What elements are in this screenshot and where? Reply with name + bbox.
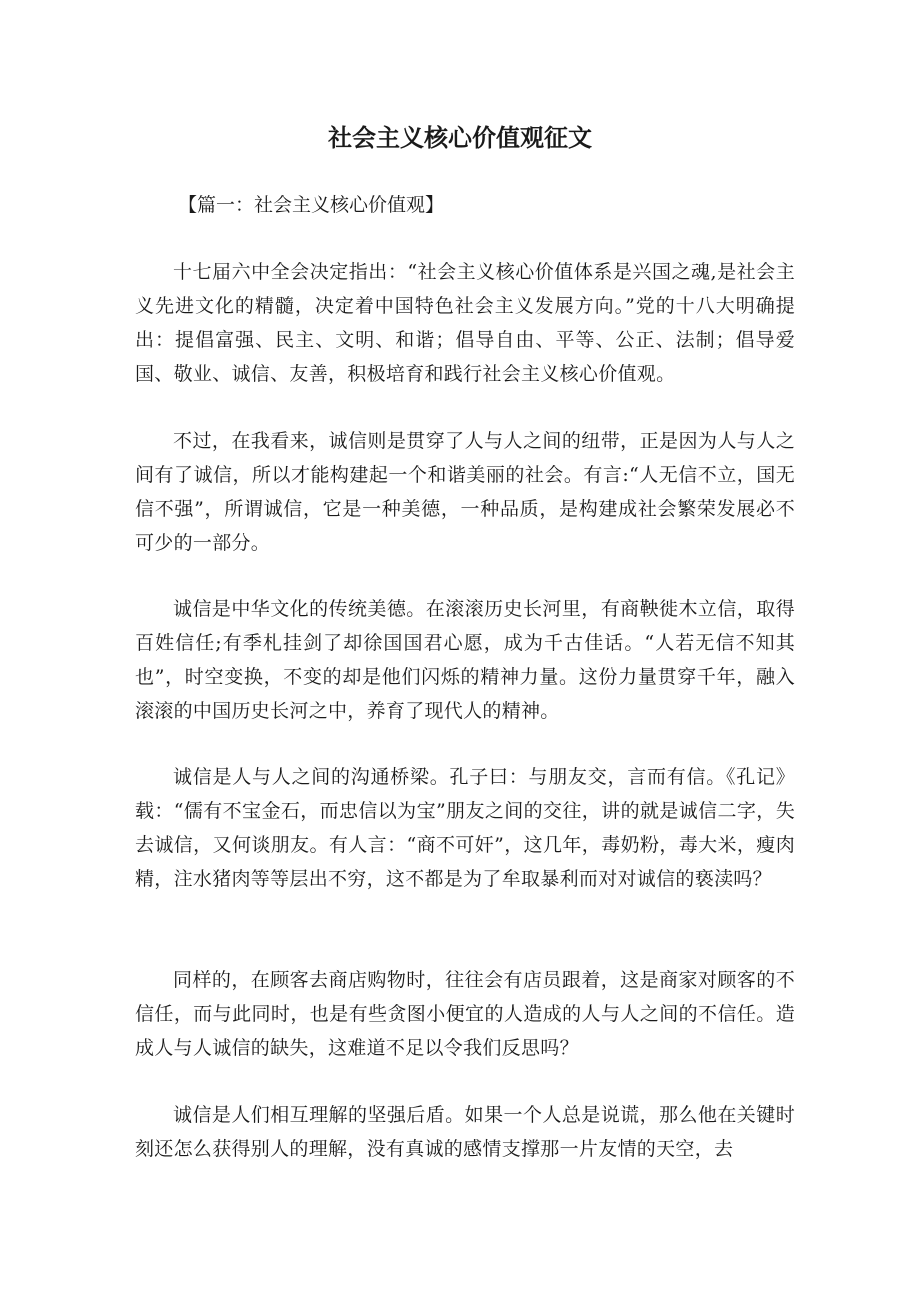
paragraph-5: 同样的，在顾客去商店购物时，往往会有店员跟着，这是商家对顾客的不信任，而与此同时，也是有些贪图小便宜的人造成的人与人之间的不信任。造成人与人诚信的缺失，这难道不足以令我们反思吗？ (135, 969, 795, 1059)
paragraph-6: 诚信是人们相互理解的坚强后盾。如果一个人总是说谎，那么他在关键时刻还怎么获得别人的理解，没有真诚的感情支撑那一片友情的天空，去 (135, 1104, 795, 1160)
section-heading: 【篇一：社会主义核心价值观】 (178, 194, 445, 216)
paragraph-3: 诚信是中华文化的传统美德。在滚滚历史长河里，有商鞅徙木立信，取得百姓信任;有季札挂剑了却徐国国君心愿，成为千古佳话。“人若无信不知其也”，时空变换，不变的却是他们闪烁的精神力量。这份力量贯穿千年，融入滚滚的中国历史长河之中，养育了现代人的精神。 (135, 598, 795, 722)
paragraph-1: 十七届六中全会决定指出：“社会主义核心价值体系是兴国之魂,是社会主义先进文化的精髓，决定着中国特色社会主义发展方向。”党的十八大明确提出：提倡富强、民主、文明、和谐；倡导自由、平等、公正、法制；倡导爱国、敬业、诚信、友善，积极培育和践行社会主义核心价值观。 (135, 261, 795, 385)
document-title: 社会主义核心价值观征文 (328, 124, 592, 152)
paragraph-2: 不过，在我看来，诚信则是贯穿了人与人之间的纽带，正是因为人与人之间有了诚信，所以才能构建起一个和谐美丽的社会。有言:“人无信不立，国无信不强”，所谓诚信，它是一种美德，一种品质，是构建成社会繁荣发展必不可少的一部分。 (135, 430, 795, 554)
paragraph-4: 诚信是人与人之间的沟通桥梁。孔子曰：与朋友交，言而有信。《孔记》载：“儒有不宝金石，而忠信以为宝”朋友之间的交往，讲的就是诚信二字，失去诚信，又何谈朋友。有人言：“商不可奸”，这几年，毒奶粉，毒大米，瘦肉精，注水猪肉等等层出不穷，这不都是为了牟取暴利而对对诚信的亵渎吗？ (135, 766, 795, 890)
